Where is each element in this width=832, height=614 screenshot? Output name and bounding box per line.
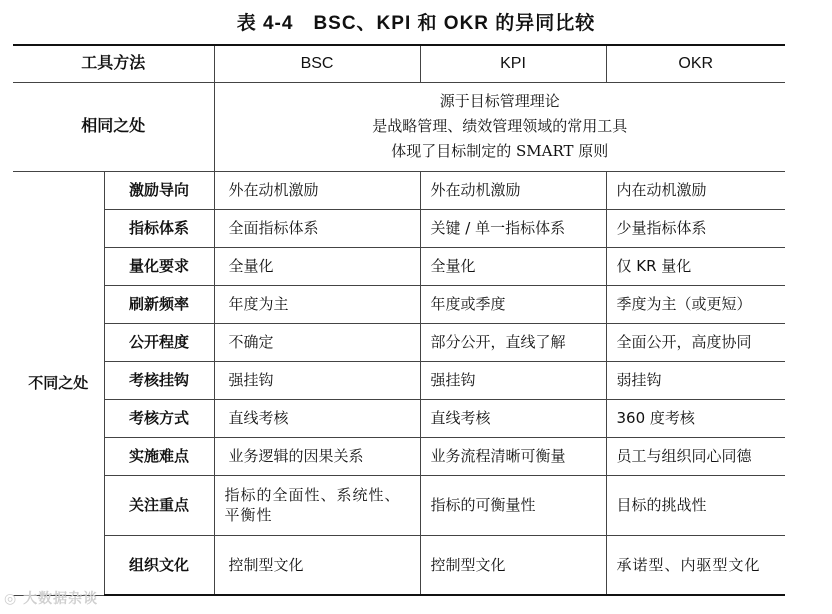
watermark-icon: ◎ [4,591,18,607]
table-row [13,285,785,323]
cell-okr: 员工与组织同心同德 [606,437,785,475]
cell-bsc: 控制型文化 [214,535,420,595]
cell-bsc: 外在动机激励 [214,171,420,209]
header-kpi: KPI [420,45,606,82]
cell-okr: 仅 KR 量化 [606,247,785,285]
diff-label: 不同之处 [13,171,104,595]
cell-bsc: 强挂钩 [214,361,420,399]
same-line: 是战略管理、绩效管理领域的常用工具 [372,117,628,135]
row-dimension: 公开程度 [104,323,214,361]
row-dimension: 考核挂钩 [104,361,214,399]
row-dimension: 激励导向 [104,171,214,209]
cell-kpi: 部分公开，直线了解 [420,323,606,361]
cell-okr: 360 度考核 [606,399,785,437]
watermark [4,588,98,608]
same-label: 相同之处 [13,82,214,171]
cell-bsc: 全量化 [214,247,420,285]
cell-okr: 承诺型、内驱型文化 [606,535,785,595]
row-dimension: 量化要求 [104,247,214,285]
cell-kpi: 强挂钩 [420,361,606,399]
row-dimension: 刷新频率 [104,285,214,323]
cell-okr: 季度为主（或更短） [606,285,785,323]
watermark-text: 大数据杂谈 [23,591,99,607]
row-dimension: 组织文化 [104,535,214,595]
same-line: 源于目标管理理论 [439,92,560,110]
cell-okr: 全面公开，高度协同 [606,323,785,361]
same-content [214,82,785,171]
header-okr: OKR [606,45,785,82]
row-dimension: 指标体系 [104,209,214,247]
table-title: 表 4-4 BSC、KPI 和 OKR 的异同比较 [236,13,596,34]
cell-kpi: 控制型文化 [420,535,606,595]
cell-bsc: 年度为主 [214,285,420,323]
cell-kpi: 全量化 [420,247,606,285]
table-row [13,475,785,535]
table-row [13,361,785,399]
comparison-table [13,44,785,596]
table-row [13,209,785,247]
cell-kpi: 外在动机激励 [420,171,606,209]
table-row [13,535,785,595]
header-tool-method: 工具方法 [13,45,214,82]
cell-bsc: 指标的全面性、系统性、平衡性 [214,475,420,535]
cell-okr: 目标的挑战性 [606,475,785,535]
cell-kpi: 关键 / 单一指标体系 [420,209,606,247]
table-row [13,247,785,285]
cell-bsc: 业务逻辑的因果关系 [214,437,420,475]
row-dimension: 考核方式 [104,399,214,437]
header-bsc: BSC [214,45,420,82]
row-dimension: 实施难点 [104,437,214,475]
cell-kpi: 年度或季度 [420,285,606,323]
cell-kpi: 业务流程清晰可衡量 [420,437,606,475]
cell-bsc: 全面指标体系 [214,209,420,247]
row-dimension: 关注重点 [104,475,214,535]
cell-bsc: 不确定 [214,323,420,361]
cell-okr: 内在动机激励 [606,171,785,209]
same-line: 体现了目标制定的 SMART 原则 [391,142,609,160]
table-row [13,437,785,475]
cell-okr: 弱挂钩 [606,361,785,399]
cell-bsc: 直线考核 [214,399,420,437]
cell-kpi: 指标的可衡量性 [420,475,606,535]
cell-okr: 少量指标体系 [606,209,785,247]
cell-kpi: 直线考核 [420,399,606,437]
table-row [13,323,785,361]
table-row [13,399,785,437]
table-row [13,171,785,209]
